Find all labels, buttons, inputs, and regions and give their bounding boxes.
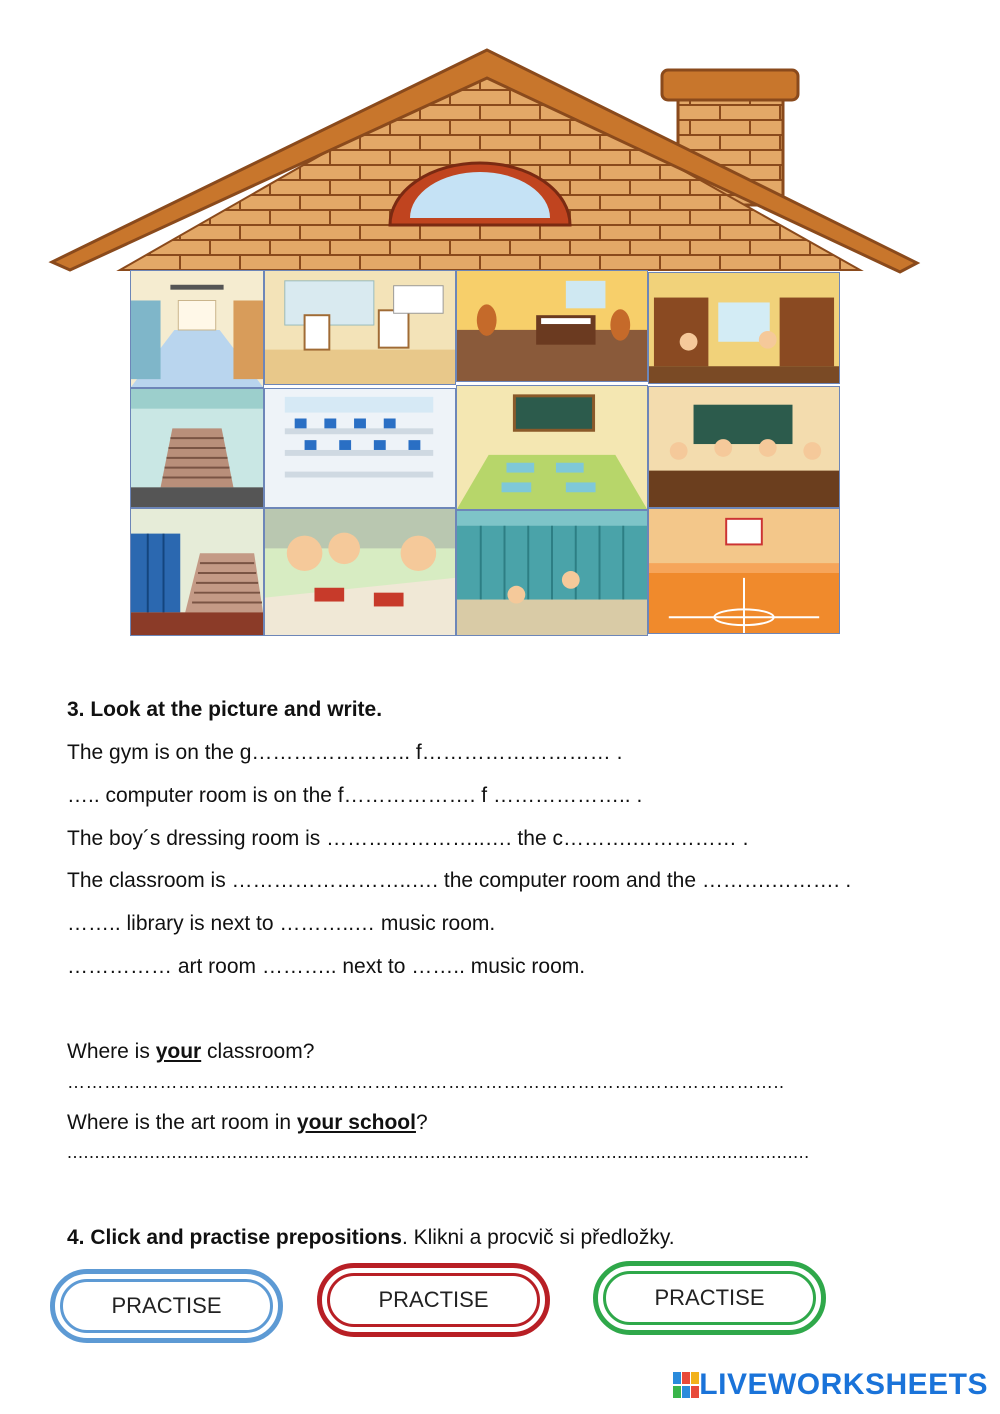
room-music: [456, 270, 648, 382]
answer-line-1[interactable]: ………………………..………………………………………………………..…………………..: [67, 1072, 785, 1092]
liveworksheets-logo[interactable]: [673, 1368, 988, 1402]
exercise3-line-1: The gym is on the g………………….. f……………………… .: [67, 741, 623, 764]
q1-suffix: classroom?: [201, 1040, 315, 1063]
question-art-room: [67, 1111, 428, 1135]
room-dining: [264, 508, 456, 636]
exercise3-line-2: ….. computer room is on the f………………. f ……………….. .: [67, 784, 643, 807]
room-boys-dressing: [456, 510, 648, 636]
exercise3-line-4: The classroom is ……………………..…. the computer room and the ……….………. .: [67, 869, 852, 892]
liveworksheets-logo-icon: [673, 1372, 699, 1398]
answer-line-2[interactable]: .......................................................................................................................................: [67, 1142, 810, 1162]
q1-prefix: Where is: [67, 1040, 156, 1063]
exercise3-line-3: The boy´s dressing room is …………………..…. the c……….…………… .: [67, 827, 749, 850]
q2-emphasis: your school: [296, 1111, 416, 1134]
room-classroom: [456, 385, 648, 510]
exercise3-heading: 3. Look at the picture and write.: [67, 698, 383, 721]
exercise4-heading-bold: 4. Click and practise prepositions: [67, 1226, 402, 1249]
room-stairs-lockers: [130, 508, 264, 636]
practise-button-green-label: PRACTISE: [654, 1285, 765, 1310]
room-science-lab: [648, 386, 840, 508]
q1-emphasis: your: [155, 1040, 202, 1063]
room-art: [264, 270, 456, 385]
chimney-cap: [662, 70, 798, 100]
exercise3-line-5: …….. library is next to ………..… music room.: [67, 912, 496, 935]
question-your-classroom: [67, 1040, 314, 1064]
practise-button-blue[interactable]: [50, 1269, 283, 1343]
practise-button-red-label: PRACTISE: [378, 1287, 489, 1312]
practise-button-red[interactable]: [317, 1263, 550, 1337]
room-stairs: [130, 388, 264, 508]
room-corridor: [130, 270, 264, 388]
practise-button-green[interactable]: [593, 1261, 826, 1335]
room-computer: [264, 388, 456, 508]
liveworksheets-logo-text: LIVEWORKSHEETS: [699, 1368, 988, 1401]
q2-prefix: Where is the art room in: [67, 1111, 297, 1134]
exercise4-heading: [67, 1226, 675, 1250]
exercise3-line-6: …………… art room ……….. next to …….. music room.: [67, 955, 586, 978]
practise-button-blue-label: PRACTISE: [111, 1293, 222, 1318]
exercise4-heading-rest: . Klikni a procvič si předložky.: [401, 1226, 675, 1249]
school-house-illustration: [0, 0, 1000, 660]
room-library: [648, 272, 840, 384]
q2-suffix: ?: [415, 1111, 428, 1134]
room-gym: [648, 508, 840, 634]
